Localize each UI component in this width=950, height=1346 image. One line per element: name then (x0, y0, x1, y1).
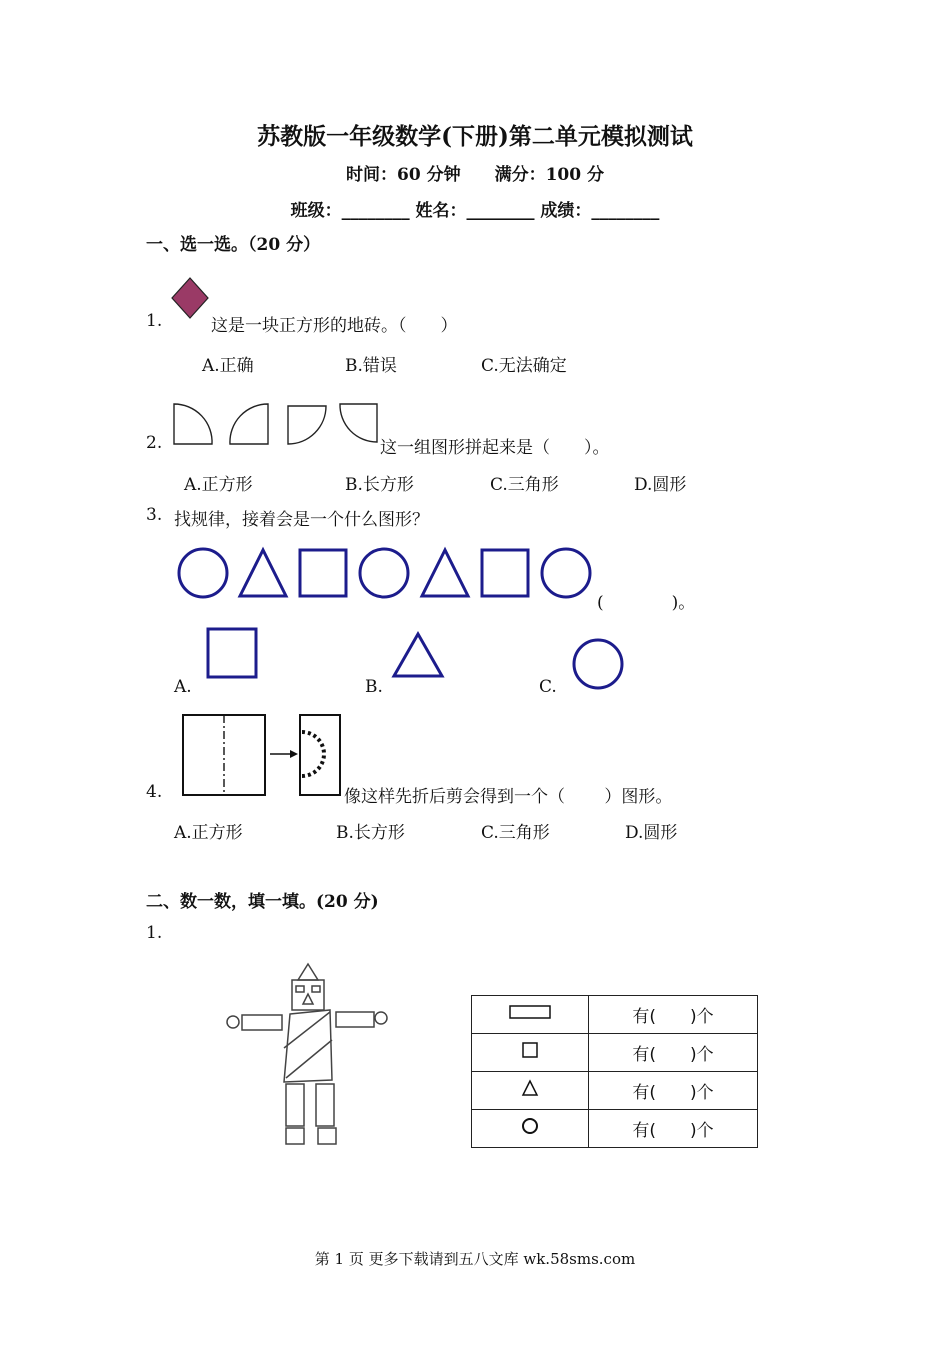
robot-arm-left (242, 1015, 282, 1030)
q3-answer-blank: ( )。 (597, 593, 696, 613)
fold-cut-figure (178, 710, 346, 800)
table-row (472, 1072, 758, 1110)
score-label: 满分：100 分 (494, 165, 604, 185)
sequence-circle-1 (179, 549, 227, 597)
quarter-circle-3 (288, 406, 326, 444)
robot-hat-triangle (298, 964, 318, 980)
q1-option-a: A.正确 (202, 356, 254, 376)
page-footer: 第 1 页 更多下载请到五八文库 wk.58sms.com (314, 1250, 636, 1268)
page-title: 苏教版一年级数学(下册)第二单元模拟测试 (257, 123, 693, 150)
q3-option-c: C. (539, 677, 557, 697)
table-row (472, 1034, 758, 1072)
robot-hand-left (227, 1016, 239, 1028)
q1-option-c: C.无法确定 (481, 356, 567, 376)
section1-heading: 一、选一选。（20 分） (146, 235, 321, 255)
option-a-square-icon (204, 626, 260, 680)
robot-eye-right (312, 986, 320, 992)
table-row (472, 996, 758, 1034)
robot-body-stripe-1 (284, 1012, 330, 1048)
robot-hand-right (375, 1012, 387, 1024)
shape-sequence (174, 544, 599, 604)
q1-number: 1. (146, 311, 163, 331)
quarter-circle-1 (174, 404, 212, 444)
exam-info (0, 160, 950, 185)
count-cell[interactable]: 有( )个 (589, 1034, 758, 1072)
count-cell[interactable]: 有( )个 (589, 1110, 758, 1148)
robot-foot-right (318, 1128, 336, 1144)
sequence-triangle-1 (240, 550, 286, 596)
arrow-head-icon (290, 750, 298, 758)
name-field: 姓名：________ (415, 201, 535, 221)
q2-text: 这一组图形拼起来是（ ）。 (380, 438, 610, 458)
class-field: 班级：________ (290, 201, 410, 221)
robot-leg-right (316, 1084, 334, 1126)
robot-nose-triangle (303, 994, 313, 1004)
folded-paper (300, 715, 340, 795)
q2-option-d: D.圆形 (634, 475, 687, 495)
q3-text: 找规律，接着会是一个什么图形？ (174, 510, 429, 530)
diamond-tile-icon (170, 276, 210, 320)
quarter-circle-2 (230, 404, 268, 444)
robot-arm-right (336, 1012, 374, 1027)
rectangle-icon (472, 996, 589, 1034)
robot-leg-left (286, 1084, 304, 1126)
q4-number: 4. (146, 782, 163, 802)
robot-figure (222, 960, 402, 1150)
count-table (471, 995, 758, 1148)
cut-line-semicircle (302, 732, 324, 776)
q4-text: 像这样先折后剪会得到一个（ ）图形。 (344, 787, 673, 807)
q4-option-d: D.圆形 (625, 823, 678, 843)
grade-field: 成绩：________ (540, 201, 660, 221)
q3-number: 3. (146, 505, 163, 525)
q1-option-b: B.错误 (345, 356, 397, 376)
q2-option-b: B.长方形 (345, 475, 414, 495)
q3-option-a: A. (174, 677, 192, 697)
q4-option-c: C.三角形 (481, 823, 550, 843)
table-row (472, 1110, 758, 1148)
q3-option-b: B. (365, 677, 383, 697)
sequence-square-1 (300, 550, 346, 596)
section2-heading: 二、数一数，填一填。(20 分) (146, 892, 379, 912)
option-c-circle-icon (570, 636, 626, 692)
count-cell[interactable]: 有( )个 (589, 1072, 758, 1110)
quarter-circles-figure (170, 400, 382, 448)
sequence-square-2 (482, 550, 528, 596)
time-label: 时间：60 分钟 (346, 165, 461, 185)
q4-option-b: B.长方形 (336, 823, 405, 843)
robot-foot-left (286, 1128, 304, 1144)
sequence-circle-2 (360, 549, 408, 597)
option-b-triangle-icon (390, 630, 446, 680)
count-cell[interactable]: 有( )个 (589, 996, 758, 1034)
q1-text: 这是一块正方形的地砖。（ ） (211, 316, 458, 336)
q4-option-a: A.正方形 (174, 823, 243, 843)
sequence-circle-3 (542, 549, 590, 597)
student-info (0, 196, 950, 221)
square-icon (472, 1034, 589, 1072)
circle-icon (472, 1110, 589, 1148)
q2-number: 2. (146, 433, 163, 453)
q2-option-a: A.正方形 (184, 475, 253, 495)
robot-eye-left (296, 986, 304, 992)
sequence-triangle-2 (422, 550, 468, 596)
quarter-circle-4 (340, 404, 377, 442)
triangle-icon (472, 1072, 589, 1110)
s2-q1-number: 1. (146, 923, 163, 943)
q2-option-c: C.三角形 (490, 475, 559, 495)
robot-body-stripe-2 (286, 1040, 332, 1078)
